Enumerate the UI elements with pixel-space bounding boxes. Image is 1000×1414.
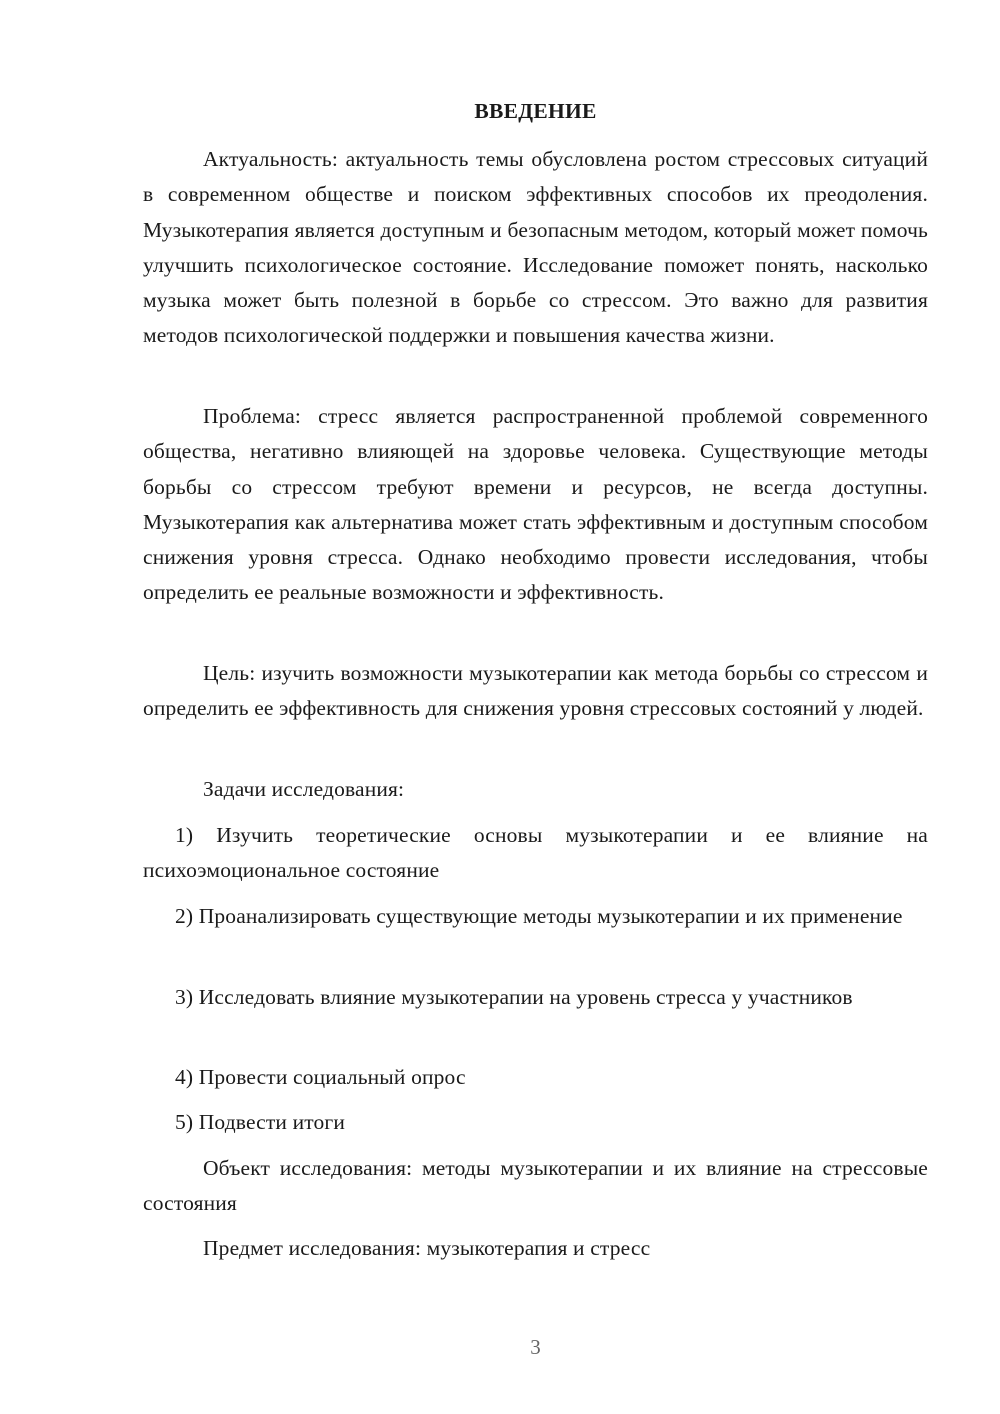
paragraph-problem: Проблема: стресс является распространенной проблемой современного общества, негативно влияющей на здоровье человека. Существующие методы борьбы со стрессом требуют времени и ресурсов, не всегда доступны. Музыкотерапия как альтернатива может стать эффективным и доступным способом снижения уровня стресса. Однако необходимо провести исследования, чтобы определить ее реальные возможности и эффективность. — [143, 404, 928, 605]
paragraph-object: Объект исследования: методы музыкотерапии и их влияние на стрессовые состояния — [143, 1156, 928, 1216]
task-item-1: 1) Изучить теоретические основы музыкотерапии и ее влияние на психоэмоциональное состояние — [143, 823, 928, 883]
paragraph-subject: Предмет исследования: музыкотерапия и стресс — [203, 1236, 651, 1260]
page-number: 3 — [530, 1335, 541, 1359]
task-item-2: 2) Проанализировать существующие методы музыкотерапии и их применение — [175, 904, 903, 928]
document-page — [143, 0, 928, 1414]
tasks-heading: Задачи исследования: — [203, 777, 405, 801]
paragraph-relevance: Актуальность: актуальность темы обусловлена ростом стрессовых ситуаций в современном обществе и поиском эффективных способов их преодоления. Музыкотерапия является доступным и безопасным методом, который может помочь улучшить психологическое состояние. Исследование поможет понять, насколько музыка может быть полезной в борьбе со стрессом. Это важно для развития методов психологической поддержки и повышения качества жизни. — [143, 147, 928, 348]
task-item-3: 3) Исследовать влияние музыкотерапии на уровень стресса у участников — [175, 985, 853, 1009]
paragraph-goal: Цель: изучить возможности музыкотерапии как метода борьбы со стрессом и определить ее эффективность для снижения уровня стрессовых состояний у людей. — [143, 661, 928, 721]
page-title: ВВЕДЕНИЕ — [474, 99, 597, 123]
task-item-5: 5) Подвести итоги — [175, 1110, 346, 1134]
task-item-4: 4) Провести социальный опрос — [175, 1065, 466, 1089]
